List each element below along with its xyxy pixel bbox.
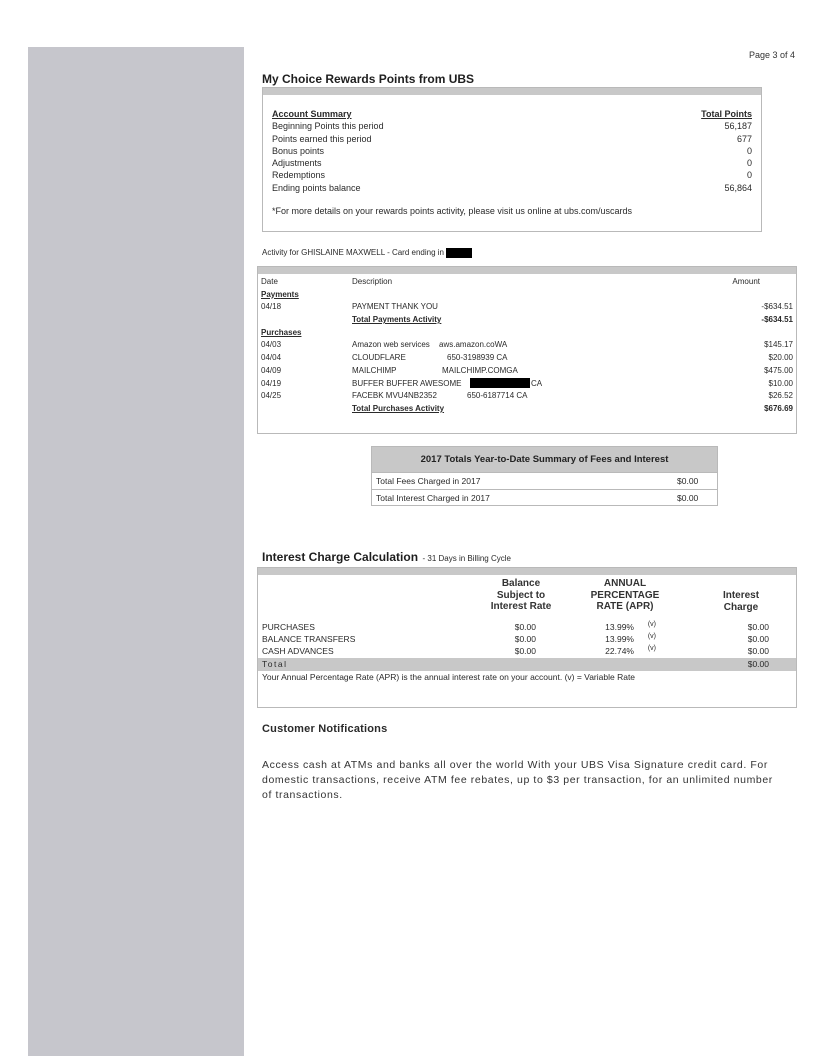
transaction-description: Amazon web services [352, 340, 430, 350]
interest-row [262, 645, 769, 657]
interest-row-label: CASH ADVANCES [262, 646, 334, 656]
rewards-row-value: 0 [746, 145, 752, 156]
account-summary-heading: Account Summary [272, 109, 352, 119]
ytd-row [372, 472, 717, 489]
interest-row-apr: 13.99% [605, 622, 634, 632]
transaction-description: CLOUDFLARE [352, 353, 406, 363]
transaction-detail [447, 352, 508, 365]
interest-subtitle: - 31 Days in Billing Cycle [422, 554, 511, 563]
interest-row-variable-flag: (v) [647, 621, 656, 628]
ytd-row-value: $0.00 [677, 476, 699, 486]
rewards-row-label: Bonus points [272, 145, 325, 156]
transaction-row [261, 301, 793, 314]
rewards-row-label: Points earned this period [272, 133, 372, 144]
transaction-date: 04/04 [261, 353, 282, 363]
transaction-date: 04/18 [261, 302, 282, 312]
page-number: Page 3 of 4 [748, 50, 795, 60]
interest-row-apr: 22.74% [605, 646, 634, 656]
rewards-summary-box [262, 87, 762, 232]
transaction-detail-text: MAILCHIMP.COMGA [442, 365, 518, 375]
purchases-heading: Purchases [261, 327, 302, 337]
rewards-row-label: Adjustments [272, 158, 322, 169]
transaction-amount: $26.52 [768, 391, 793, 401]
payments-rows [261, 301, 793, 314]
interest-total-row [258, 658, 796, 671]
interest-heading [262, 548, 511, 566]
rewards-row-label: Ending points balance [272, 182, 361, 193]
transaction-detail [470, 378, 542, 391]
ytd-rows [372, 472, 717, 506]
ytd-summary-box [371, 446, 718, 506]
purchases-total-label: Total Purchases Activity [352, 403, 445, 413]
interest-row-balance: $0.00 [514, 646, 536, 656]
rewards-row-value: 677 [736, 133, 752, 144]
interest-row-balance: $0.00 [514, 622, 536, 632]
transaction-amount: $10.00 [768, 378, 793, 388]
interest-row-charge: $0.00 [747, 634, 769, 644]
interest-footnote: Your Annual Percentage Rate (APR) is the annual interest rate on your account. (v) = Variable Rate [262, 672, 636, 682]
transaction-row [261, 378, 793, 391]
payments-heading: Payments [261, 289, 299, 299]
rewards-row [272, 169, 752, 181]
transaction-detail-text: 650-3198939 CA [447, 353, 508, 363]
transaction-date: 04/25 [261, 391, 282, 401]
rewards-row [272, 120, 752, 132]
activity-col-headers [261, 276, 793, 289]
transaction-date: 04/09 [261, 365, 282, 375]
activity-header-bar [258, 267, 796, 274]
interest-title: Interest Charge Calculation [262, 550, 419, 564]
total-points-heading: Total Points [701, 109, 752, 119]
left-sidebar-panel [28, 47, 244, 1056]
transaction-description: MAILCHIMP [352, 365, 397, 375]
transaction-amount: $145.17 [764, 340, 793, 350]
activity-caption-text: Activity for GHISLAINE MAXWELL - Card ending in [262, 248, 444, 257]
transaction-description: PAYMENT THANK YOU [352, 302, 438, 312]
interest-row-label: PURCHASES [262, 622, 315, 632]
transaction-amount: $475.00 [764, 365, 793, 375]
interest-row [262, 621, 769, 633]
purchases-total-amount: $676.69 [764, 403, 793, 413]
activity-caption [262, 247, 472, 260]
rewards-header-bar [263, 88, 761, 95]
transaction-detail-text: CA [531, 378, 543, 388]
transaction-row [261, 339, 793, 352]
rewards-row-value: 56,187 [724, 121, 752, 132]
transaction-detail [467, 390, 528, 403]
ytd-row-label: Total Fees Charged in 2017 [376, 476, 481, 486]
interest-row-charge: $0.00 [747, 646, 769, 656]
redacted-merchant-info [470, 378, 530, 388]
ytd-title: 2017 Totals Year-to-Date Summary of Fees and Interest [372, 447, 717, 472]
transaction-date: 04/19 [261, 378, 282, 388]
purchases-total-row [261, 403, 793, 416]
transaction-amount: -$634.51 [761, 302, 793, 312]
transaction-description: FACEBK MVU4NB2352 [352, 391, 437, 401]
interest-row-apr: 13.99% [605, 634, 634, 644]
transaction-detail-text: aws.amazon.coWA [439, 340, 508, 350]
interest-row [262, 633, 769, 645]
transaction-detail [439, 339, 507, 352]
rewards-row-label: Redemptions [272, 170, 326, 181]
interest-row-variable-flag: (v) [647, 645, 656, 652]
transaction-date: 04/03 [261, 340, 282, 350]
rewards-title: My Choice Rewards Points from UBS [262, 72, 475, 86]
redacted-card-number [446, 248, 472, 258]
rewards-row-value: 0 [746, 170, 752, 181]
col-balance-heading: Balance Subject to Interest Rate [490, 578, 552, 612]
rewards-row [272, 182, 752, 194]
interest-table-box [257, 567, 797, 708]
rewards-note: *For more details on your rewards points activity, please visit us online at ubs.com/uscards [272, 206, 632, 217]
rewards-row-label: Beginning Points this period [272, 121, 384, 132]
activity-table-box [257, 266, 797, 434]
transaction-row [261, 352, 793, 365]
rewards-row [272, 157, 752, 169]
payments-total-label: Total Payments Activity [352, 315, 442, 325]
purchases-rows [261, 339, 793, 402]
interest-row-balance: $0.00 [514, 634, 536, 644]
interest-row-variable-flag: (v) [647, 633, 656, 640]
transaction-row [261, 390, 793, 403]
ytd-row-value: $0.00 [677, 493, 699, 503]
interest-rows [262, 621, 769, 657]
rewards-row-value: 56,864 [724, 182, 752, 193]
transaction-row [261, 365, 793, 378]
transaction-description: BUFFER BUFFER AWESOME [352, 378, 462, 388]
interest-row-label: BALANCE TRANSFERS [262, 634, 356, 644]
rewards-row-value: 0 [746, 158, 752, 169]
transaction-detail-text: 650-6187714 CA [467, 391, 528, 401]
ytd-row [372, 489, 717, 506]
interest-header-bar [258, 568, 796, 575]
col-date: Date [261, 277, 278, 286]
rewards-rows [272, 120, 752, 194]
payments-total-row [261, 314, 793, 327]
transaction-amount: $20.00 [768, 353, 793, 363]
transaction-detail [442, 365, 518, 378]
rewards-row [272, 133, 752, 145]
interest-row-charge: $0.00 [747, 622, 769, 632]
interest-total-label: Total [262, 659, 288, 669]
notifications-body: Access cash at ATMs and banks all over the world With your UBS Visa Signature credit card. For domestic transactions, receive ATM fee rebates, up to $3 per transaction, for an unlimited number of transactions. [262, 759, 773, 801]
rewards-row [272, 145, 752, 157]
payments-total-amount: -$634.51 [761, 315, 793, 325]
col-description: Description [352, 277, 393, 286]
col-charge-heading: Interest Charge [722, 590, 760, 613]
ytd-row-label: Total Interest Charged in 2017 [376, 493, 490, 503]
notifications-title: Customer Notifications [262, 723, 388, 735]
col-amount: Amount [732, 277, 760, 286]
col-apr-heading: ANNUAL PERCENTAGE RATE (APR) [590, 578, 660, 612]
interest-total-value: $0.00 [747, 659, 769, 669]
